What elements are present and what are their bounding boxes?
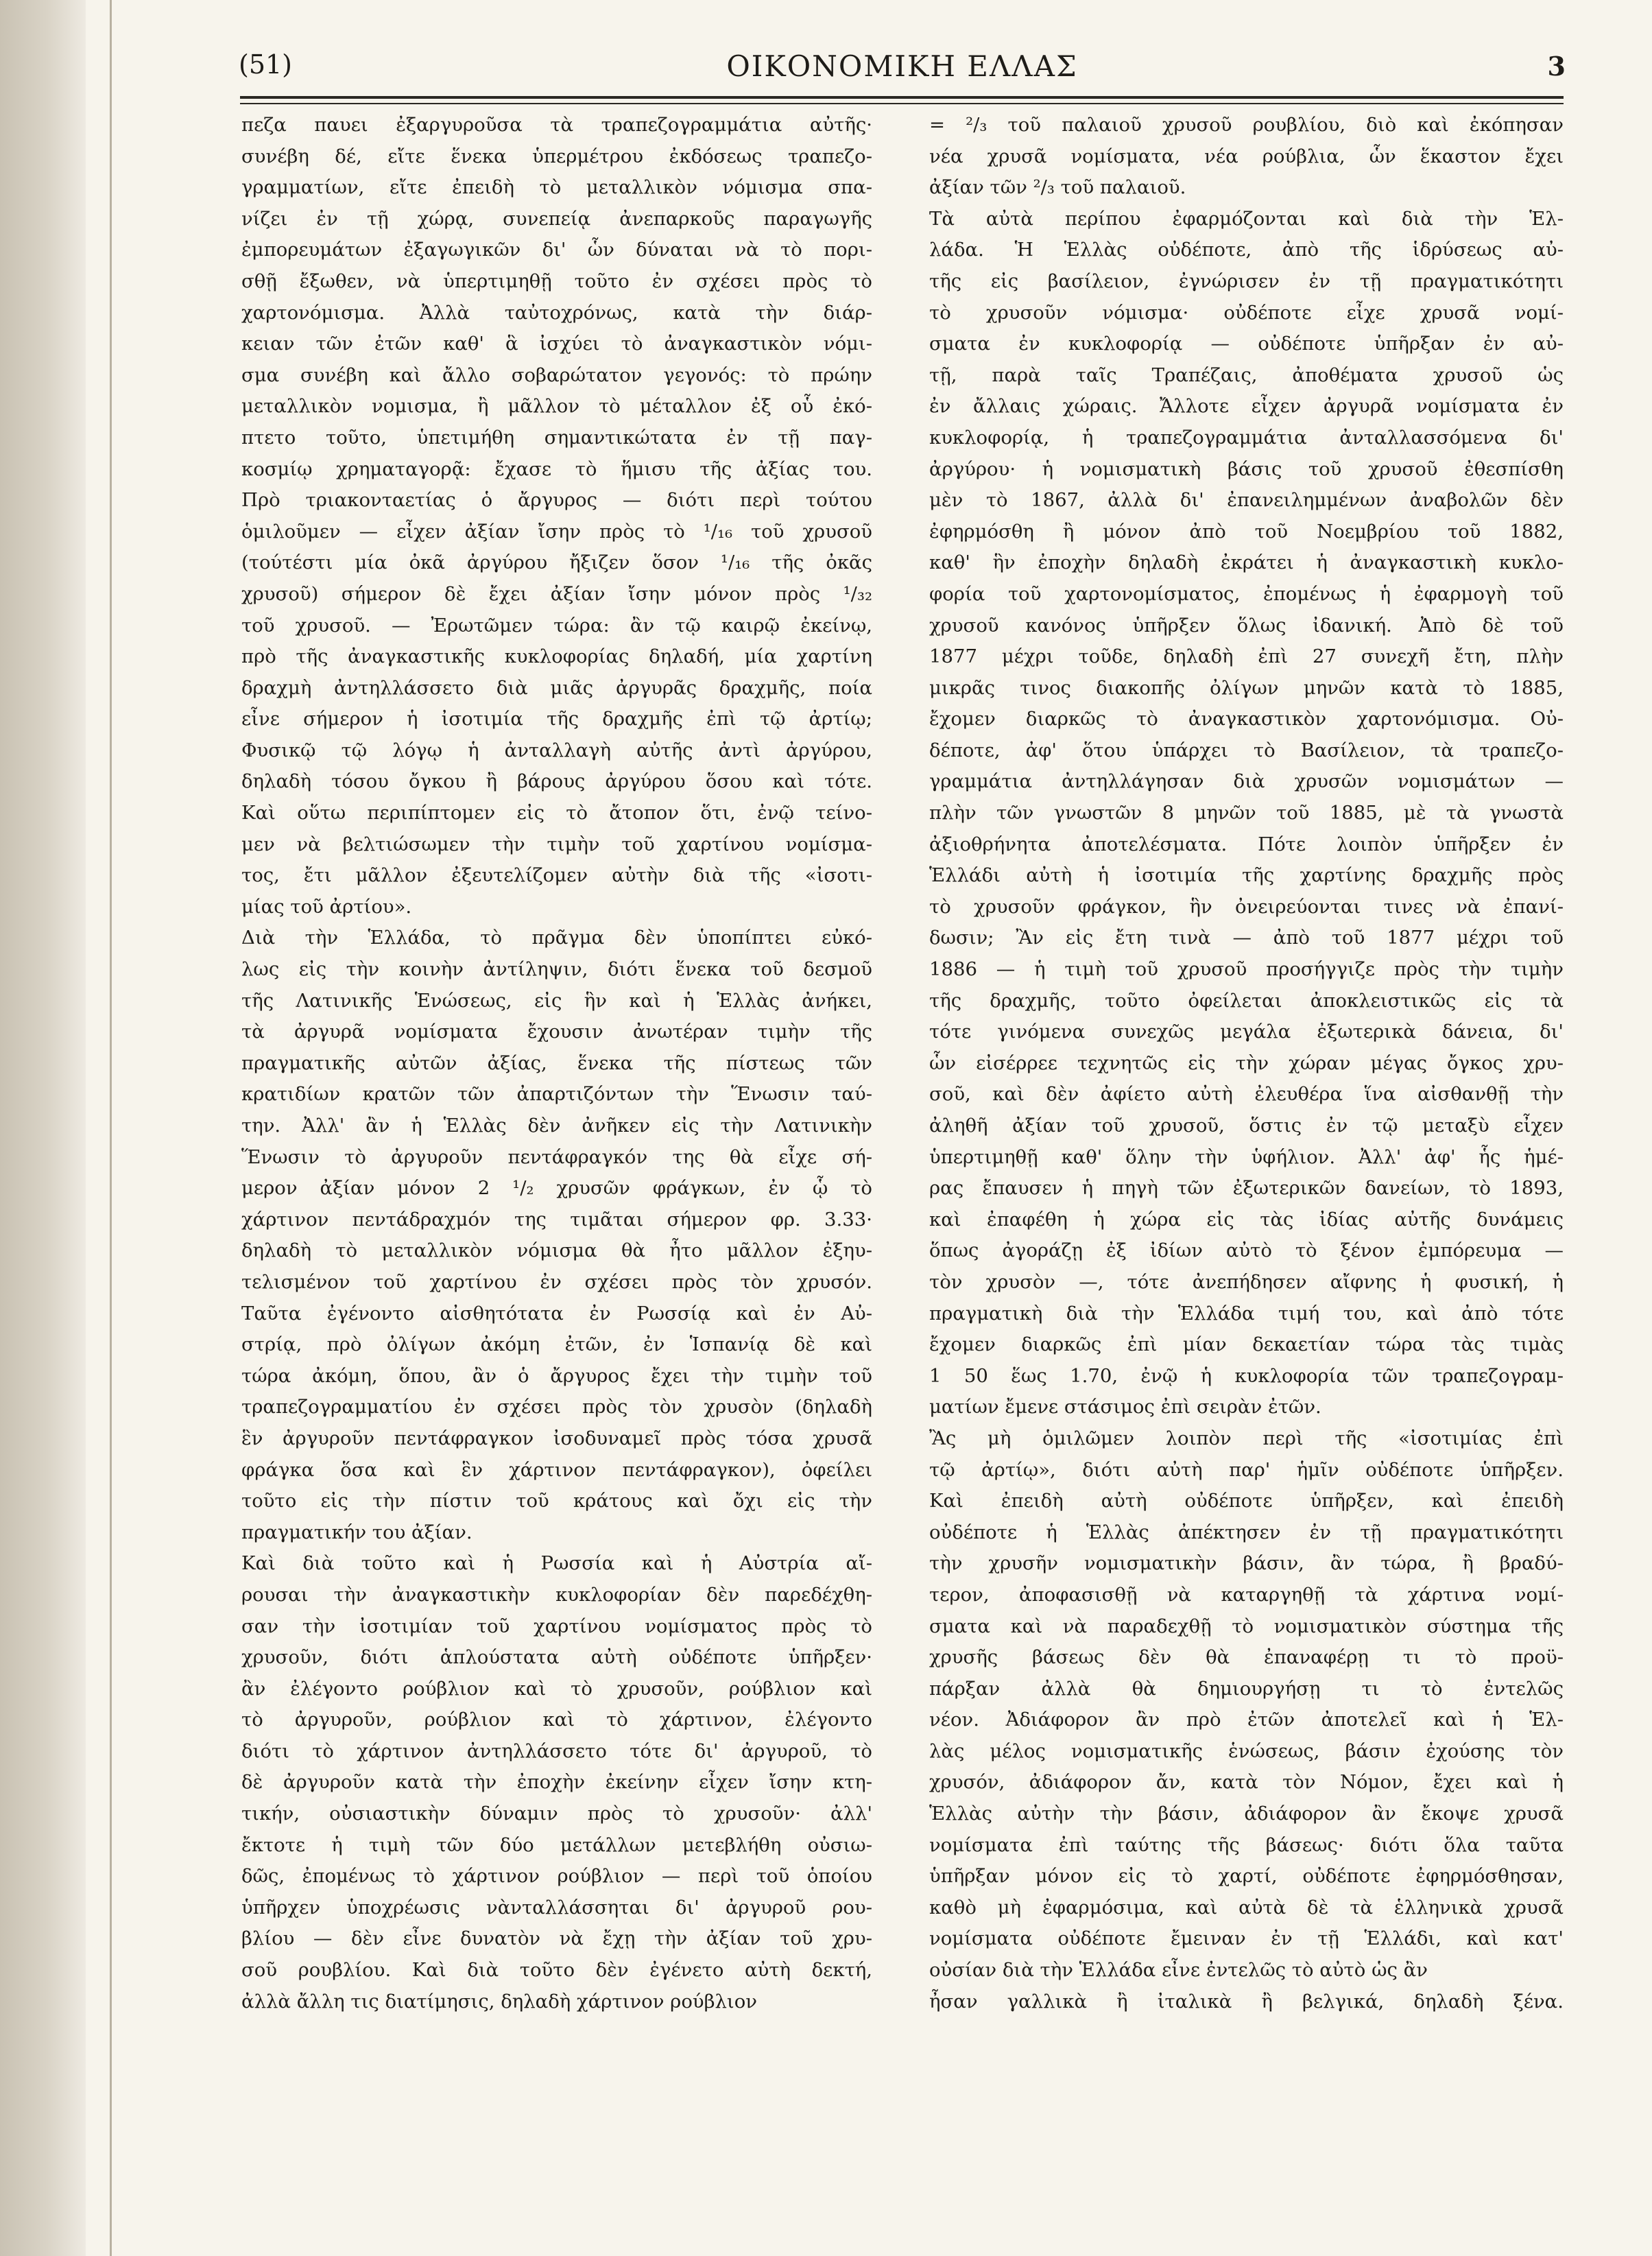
text-line: τότε γινόμενα συνεχῶς μεγάλα ἐξωτερικὰ δάνεια, δι' xyxy=(929,1021,1564,1043)
text-line: 1877 μέχρι τοῦδε, δηλαδὴ ἐπὶ 27 συνεχῆ ἔτη, πλὴν xyxy=(929,645,1564,668)
text-line: πραγματικήν του ἀξίαν. xyxy=(241,1521,472,1543)
text-line: σθῇ ἔξωθεν, νὰ ὑπερτιμηθῇ τοῦτο ἐν σχέσει πρὸς τὸ xyxy=(241,270,872,292)
text-line: ὁμιλοῦμεν — εἶχεν ἀξίαν ἴσην πρὸς τὸ ¹/₁₆ τοῦ χρυσοῦ xyxy=(241,520,872,543)
text-line: μὲν τὸ 1867, ἀλλὰ δι' ἐπανειλημμένων ἀναβολῶν δὲν xyxy=(929,489,1564,512)
text-line: οὐδέποτε ἡ Ἑλλὰς ἀπέκτησεν ἐν τῇ πραγματικότητι xyxy=(929,1521,1564,1543)
left-column xyxy=(241,110,872,2017)
text-line: τῆς εἰς βασίλειον, ἐγνώρισεν ἐν τῇ πραγματικότητι xyxy=(929,270,1564,292)
text-line: πάρξαν ἀλλὰ θὰ δημιουργήσῃ τι τὸ ἐντελῶς xyxy=(929,1677,1564,1700)
text-line: πρὸ τῆς ἀναγκαστικῆς κυκλοφορίας δηλαδή, μία χαρτίνη xyxy=(241,645,872,668)
text-line: χρυσῆς βάσεως δὲν θὰ ἐπαναφέρῃ τι τὸ προϋ- xyxy=(929,1646,1564,1669)
text-line: πραγματικῆς αὐτῶν ἀξίας, ἕνεκα τῆς πίστεως τῶν xyxy=(241,1052,872,1074)
page-header xyxy=(239,49,1566,97)
text-line: την. Ἀλλ' ἂν ἡ Ἑλλὰς δὲν ἀνῆκεν εἰς τὴν Λατινικὴν xyxy=(241,1115,872,1137)
header-rule-thin xyxy=(240,103,1564,104)
journal-title: ΟΙΚΟΝΟΜΙΚΗ ΕΛΛΑΣ xyxy=(726,49,1078,83)
text-line: χάρτινον πεντάδραχμόν της τιμᾶται σήμερον φρ. 3.33· xyxy=(241,1208,872,1231)
text-line: ἂν ἐλέγοντο ρούβλιον καὶ τὸ χρυσοῦν, ρούβλιον καὶ xyxy=(241,1677,872,1700)
text-line: στρίᾳ, πρὸ ὀλίγων ἀκόμη ἐτῶν, ἐν Ἱσπανίᾳ δὲ καὶ xyxy=(241,1333,872,1356)
text-line: ἀξιοθρήνητα ἀποτελέσματα. Πότε λοιπὸν ὑπῆρξεν ἐν xyxy=(929,833,1564,855)
text-line: ἀξίαν τῶν ²/₃ τοῦ παλαιοῦ. xyxy=(929,176,1186,199)
text-line: δῶς, ἐπομένως τὸ χάρτινον ρούβλιον — περὶ τοῦ ὁποίου xyxy=(241,1865,872,1888)
text-line: λάδα. Ἡ Ἑλλὰς οὐδέποτε, ἀπὸ τῆς ἱδρύσεως αὐ- xyxy=(929,239,1564,261)
text-line: δὲ ἀργυροῦν κατὰ τὴν ἐποχὴν ἐκείνην εἶχεν ἴσην κτη- xyxy=(241,1771,872,1794)
text-line: μίας τοῦ ἀρτίου». xyxy=(241,895,412,918)
text-line: ἐμπορευμάτων ἐξαγωγικῶν δι' ὧν δύναται νὰ τὸ πορι- xyxy=(241,239,872,261)
text-line: ματίων ἔμενε στάσιμος ἐπὶ σειρὰν ἐτῶν. xyxy=(929,1396,1321,1418)
text-line: σοῦ ρουβλίου. Καὶ διὰ τοῦτο δὲν ἐγένετο αὐτὴ δεκτή, xyxy=(241,1959,872,1982)
text-line: πλὴν τῶν γνωστῶν 8 μηνῶν τοῦ 1885, μὲ τὰ γνωστὰ xyxy=(929,802,1564,824)
text-line: χρυσοῦν, διότι ἁπλούστατα αὐτὴ οὐδέποτε ὑπῆρξεν· xyxy=(241,1646,872,1669)
text-line: νέον. Ἀδιάφορον ἂν πρὸ ἐτῶν ἀποτελεῖ καὶ ἡ Ἑλ- xyxy=(929,1709,1564,1731)
text-line: τερον, ἀποφασισθῇ νὰ καταργηθῇ τὰ χάρτινα νομί- xyxy=(929,1583,1564,1606)
text-line: λὰς μέλος νομισματικῆς ἑνώσεως, βάσιν ἐχούσης τὸν xyxy=(929,1740,1564,1762)
text-line: Τὰ αὐτὰ περίπου ἐφαρμόζονται καὶ διὰ τὴν Ἑλ- xyxy=(929,207,1564,230)
text-line: πτετο τοῦτο, ὑπετιμήθη σημαντικώτατα ἐν τῇ παγ- xyxy=(241,426,872,449)
page-number: 3 xyxy=(1547,51,1566,82)
text-line: τὸ χρυσοῦν νόμισμα· οὐδέποτε εἶχε χρυσᾶ νομί- xyxy=(929,301,1564,324)
text-line: ἔκτοτε ἡ τιμὴ τῶν δύο μετάλλων μετεβλήθη οὐσιω- xyxy=(241,1833,872,1856)
text-line: οὐσίαν διὰ τὴν Ἑλλάδα εἶνε ἐντελῶς τὸ αὐτὸ ὡς ἂν xyxy=(929,1959,1428,1982)
text-line: Διὰ τὴν Ἑλλάδα, τὸ πρᾶγμα δὲν ὑποπίπτει εὐκό- xyxy=(241,927,872,949)
text-line: βλίου — δὲν εἶνε δυνατὸν νὰ ἔχῃ τὴν ἀξίαν τοῦ χρυ- xyxy=(241,1927,872,1950)
text-line: νέα χρυσᾶ νομίσματα, νέα ρούβλια, ὧν ἕκαστον ἔχει xyxy=(929,145,1564,167)
text-line: ὅπως ἀγοράζῃ ἐξ ἰδίων αὐτὸ τὸ ξένον ἐμπόρευμα — xyxy=(929,1239,1564,1262)
text-line: Ταῦτα ἐγένοντο αἰσθητότατα ἐν Ρωσσίᾳ καὶ ἐν Αὐ- xyxy=(241,1302,872,1325)
text-line: μεν νὰ βελτιώσωμεν τὴν τιμὴν τοῦ χαρτίνου νομίσμα- xyxy=(241,833,872,855)
text-line: τοῦ χρυσοῦ. — Ἐρωτῶμεν τώρα: ἂν τῷ καιρῷ ἐκείνῳ, xyxy=(241,614,872,637)
text-line: ἀλλὰ ἄλλη τις διατίμησις, δηλαδὴ χάρτινον ρούβλιον xyxy=(241,1990,757,2012)
text-line: εἶνε σήμερον ἡ ἰσοτιμία τῆς δραχμῆς ἐπὶ τῷ ἀρτίῳ; xyxy=(241,708,872,731)
text-line: ἦσαν γαλλικὰ ἢ ἰταλικὰ ἢ βελγικά, δηλαδὴ ξένα. xyxy=(929,1990,1564,2012)
text-line: 1886 — ἡ τιμὴ τοῦ χρυσοῦ προσήγγιζε πρὸς τὴν τιμὴν xyxy=(929,958,1564,981)
text-line: μεταλλικὸν νομισμα, ἢ μᾶλλον τὸ μέταλλον ἐξ οὗ ἐκό- xyxy=(241,395,872,418)
text-line: Ἕνωσιν τὸ ἀργυροῦν πεντάφραγκόν της θὰ εἶχε σή- xyxy=(241,1145,872,1168)
book-binding-shadow xyxy=(0,0,86,2256)
text-line: = ²/₃ τοῦ παλαιοῦ χρυσοῦ ρουβλίου, διὸ καὶ ἐκόπησαν xyxy=(929,114,1564,136)
text-line: τῆς Λατινικῆς Ἑνώσεως, εἰς ἣν καὶ ἡ Ἑλλὰς ἀνήκει, xyxy=(241,989,872,1012)
text-line: σμα συνέβη καὶ ἄλλο σοβαρώτατον γεγονός: τὸ πρώην xyxy=(241,364,872,386)
text-line: συνέβη δέ, εἴτε ἕνεκα ὑπερμέτρου ἐκδόσεως τραπεζο- xyxy=(241,145,872,167)
text-line: πεζα παυει ἐξαργυροῦσα τὰ τραπεζογραμμάτια αὐτῆς· xyxy=(241,114,872,136)
text-line: τῇ, παρὰ ταῖς Τραπέζαις, ἀποθέματα χρυσοῦ ὡς xyxy=(929,364,1564,386)
text-line: χρυσοῦ κανόνος ὑπῆρξεν ὅλως ἰδανική. Ἀπὸ δὲ τοῦ xyxy=(929,614,1564,637)
text-line: τὸ ἀργυροῦν, ρούβλιον καὶ τὸ χάρτινον, ἐλέγοντο xyxy=(241,1709,872,1731)
text-line: κρατιδίων κρατῶν τῶν ἀπαρτιζόντων τὴν Ἕνωσιν ταύ- xyxy=(241,1083,872,1106)
text-line: νομίσματα οὐδέποτε ἔμειναν ἐν τῇ Ἑλλάδι, καὶ κατ' xyxy=(929,1927,1564,1950)
text-line: ἐφηρμόσθη ἢ μόνον ἀπὸ τοῦ Νοεμβρίου τοῦ 1882, xyxy=(929,520,1564,543)
text-line: Πρὸ τριακονταετίας ὁ ἄργυρος — διότι περὶ τούτου xyxy=(241,489,872,512)
text-line: δηλαδὴ τὸ μεταλλικὸν νόμισμα θὰ ἦτο μᾶλλον ἐξηυ- xyxy=(241,1239,872,1262)
text-line: τελισμένον τοῦ χαρτίνου ἐν σχέσει πρὸς τὸν χρυσόν. xyxy=(241,1270,872,1293)
text-line: νομίσματα ἐπὶ ταύτης τῆς βάσεως· διότι ὅλα ταῦτα xyxy=(929,1833,1564,1856)
text-line: μικρᾶς τινος διακοπῆς ὀλίγων μηνῶν κατὰ τὸ 1885, xyxy=(929,676,1564,699)
text-line: Ἑλλάδι αὐτὴ ἡ ἰσοτιμία τῆς χαρτίνης δραχμῆς πρὸς xyxy=(929,864,1564,887)
text-line: ὑπῆρχεν ὑποχρέωσις νὰνταλλάσσηται δι' ἀργυροῦ ρου- xyxy=(241,1896,872,1919)
text-line: κυκλοφορίᾳ, ἡ τραπεζογραμμάτια ἀνταλλασσόμενα δι' xyxy=(929,426,1564,449)
text-line: ὑπῆρξαν μόνον εἰς τὸ χαρτί, οὐδέποτε ἐφηρμόσθησαν, xyxy=(929,1865,1564,1888)
text-line: τὰ ἀργυρᾶ νομίσματα ἔχουσιν ἀνωτέραν τιμὴν τῆς xyxy=(241,1021,872,1043)
text-line: καὶ ἐπαφέθη ἡ χώρα εἰς τὰς ἰδίας αὐτῆς δυνάμεις xyxy=(929,1208,1564,1231)
text-line: γραμμάτια ἀντηλλάγησαν διὰ χρυσῶν νομισμάτων — xyxy=(929,770,1564,793)
text-line: τοῦτο εἰς τὴν πίστιν τοῦ κράτους καὶ ὄχι εἰς τὴν xyxy=(241,1490,872,1512)
text-line: τος, ἔτι μᾶλλον ἐξευτελίζομεν αὐτὴν διὰ τῆς «ἰσοτι- xyxy=(241,864,872,887)
text-line: Φυσικῷ τῷ λόγῳ ἡ ἀνταλλαγὴ αὐτῆς ἀντὶ ἀργύρου, xyxy=(241,739,872,761)
text-line: ὑπερτιμηθῇ καθ' ὅλην τὴν ὑφήλιον. Ἀλλ' ἀφ' ἧς ἡμέ- xyxy=(929,1145,1564,1168)
header-rule-thick xyxy=(240,96,1564,99)
text-line: σοῦ, καὶ δὲν ἀφίετο αὐτὴ ἐλευθέρα ἵνα αἰσθανθῇ τὴν xyxy=(929,1083,1564,1106)
text-line: χρυσοῦ) σήμερον δὲ ἔχει ἀξίαν ἴσην μόνον πρὸς ¹/₃₂ xyxy=(241,582,872,605)
text-line: ἀληθῆ ἀξίαν τοῦ χρυσοῦ, ὅστις ἐν τῷ μεταξὺ εἶχεν xyxy=(929,1115,1564,1137)
text-line: νίζει ἐν τῇ χώρᾳ, συνεπείᾳ ἀνεπαρκοῦς παραγωγῆς xyxy=(241,207,872,230)
text-line: ρας ἔπαυσεν ἡ πηγὴ τῶν ἐξωτερικῶν δανείων, τὸ 1893, xyxy=(929,1177,1564,1200)
text-line: ρουσαι τὴν ἀναγκαστικὴν κυκλοφορίαν δὲν παρεδέχθη- xyxy=(241,1583,872,1606)
text-line: τῆς δραχμῆς, τοῦτο ὀφείλεται ἀποκλειστικῶς εἰς τὰ xyxy=(929,989,1564,1012)
text-line: μερον ἀξίαν μόνον 2 ¹/₂ χρυσῶν φράγκων, ἐν ᾧ τὸ xyxy=(241,1177,872,1200)
text-line: διότι τὸ χάρτινον ἀντηλλάσσετο τότε δι' ἀργυροῦ, τὸ xyxy=(241,1740,872,1762)
text-line: φράγκα ὅσα καὶ ἓν χάρτινον πεντάφραγκον), ὀφείλει xyxy=(241,1458,872,1481)
text-line: κοσμίῳ χρηματαγορᾷ: ἔχασε τὸ ἥμισυ τῆς ἀξίας του. xyxy=(241,458,872,480)
text-line: Καὶ οὕτω περιπίπτομεν εἰς τὸ ἄτοπον ὅτι, ἐνῷ τείνο- xyxy=(241,802,872,824)
text-line: ἓν ἀργυροῦν πεντάφραγκον ἰσοδυναμεῖ πρὸς τόσα χρυσᾶ xyxy=(241,1427,872,1449)
text-line: Καὶ ἐπειδὴ αὐτὴ οὐδέποτε ὑπῆρξεν, καὶ ἐπειδὴ xyxy=(929,1490,1564,1512)
text-line: δραχμὴ ἀντηλλάσσετο διὰ μιᾶς ἀργυρᾶς δραχμῆς, ποία xyxy=(241,676,872,699)
text-line: ἐν ἄλλαις χώραις. Ἄλλοτε εἶχεν ἀργυρᾶ νομίσματα ἐν xyxy=(929,395,1564,418)
gutter-line xyxy=(110,0,112,2256)
text-line: πραγματικὴ διὰ τὴν Ἑλλάδα τιμή του, καὶ ἀπὸ τότε xyxy=(929,1302,1564,1325)
text-line: ἀργύρου· ἡ νομισματικὴ βάσις τοῦ χρυσοῦ ἐθεσπίσθη xyxy=(929,458,1564,480)
text-line: χαρτονόμισμα. Ἀλλὰ ταὐτοχρόνως, κατὰ τὴν διάρ- xyxy=(241,301,872,324)
text-line: Ἂς μὴ ὁμιλῶμεν λοιπὸν περὶ τῆς «ἰσοτιμίας ἐπὶ xyxy=(929,1427,1564,1449)
page-reference: (51) xyxy=(239,49,293,80)
text-line: καθ' ἣν ἐποχὴν δηλαδὴ ἐκράτει ἡ ἀναγκαστικὴ κυκλο- xyxy=(929,551,1564,574)
text-line: καθὸ μὴ ἐφαρμόσιμα, καὶ αὐτὰ δὲ τὰ ἑλληνικὰ χρυσᾶ xyxy=(929,1896,1564,1919)
text-line: Ἑλλὰς αὐτὴν τὴν βάσιν, ἀδιάφορον ἂν ἔκοψε χρυσᾶ xyxy=(929,1803,1564,1825)
text-line: τικήν, οὐσιαστικὴν δύναμιν πρὸς τὸ χρυσοῦν· ἀλλ' xyxy=(241,1803,872,1825)
text-line: σματα καὶ νὰ παραδεχθῇ τὸ νομισματικὸν σύστημα τῆς xyxy=(929,1615,1564,1637)
text-line: γραμματίων, εἴτε ἐπειδὴ τὸ μεταλλικὸν νόμισμα σπα- xyxy=(241,176,872,199)
text-line: τῷ ἀρτίῳ», διότι αὐτὴ παρ' ἡμῖν οὐδέποτε ὑπῆρξεν. xyxy=(929,1458,1564,1481)
text-line: δέποτε, ἀφ' ὅτου ὑπάρχει τὸ Βασίλειον, τὰ τραπεζο- xyxy=(929,739,1564,761)
text-line: ἔχομεν διαρκῶς τὸ ἀναγκαστικὸν χαρτονόμισμα. Οὐ- xyxy=(929,708,1564,731)
right-column xyxy=(929,110,1564,2017)
text-line: 1 50 ἕως 1.70, ἐνῷ ἡ κυκλοφορία τῶν τραπεζογραμ- xyxy=(929,1364,1564,1387)
text-line: χρυσόν, ἀδιάφορον ἄν, κατὰ τὸν Νόμον, ἔχει καὶ ἡ xyxy=(929,1771,1564,1794)
text-line: ἔχομεν διαρκῶς ἐπὶ μίαν δεκαετίαν τώρα τὰς τιμὰς xyxy=(929,1333,1564,1356)
text-line: σαν τὴν ἰσοτιμίαν τοῦ χαρτίνου νομίσματος πρὸς τὸ xyxy=(241,1615,872,1637)
text-line: φορία τοῦ χαρτονομίσματος, ἐπομένως ἡ ἐφαρμογὴ τοῦ xyxy=(929,582,1564,605)
text-line: δηλαδὴ τόσου ὄγκου ἢ βάρους ἀργύρου ὅσου καὶ τότε. xyxy=(241,770,872,793)
text-line: Καὶ διὰ τοῦτο καὶ ἡ Ρωσσία καὶ ἡ Αὐστρία αἴ- xyxy=(241,1552,872,1575)
text-line: (τούτέστι μία ὀκᾶ ἀργύρου ἤξιζεν ὅσον ¹/₁₆ τῆς ὀκᾶς xyxy=(241,551,872,574)
text-line: τὸν χρυσὸν —, τότε ἀνεπήδησεν αἴφνης ἡ φυσική, ἡ xyxy=(929,1270,1564,1293)
text-line: κειαν τῶν ἐτῶν καθ' ἃ ἰσχύει τὸ ἀναγκαστικὸν νόμι- xyxy=(241,333,872,355)
text-line: τὴν χρυσῆν νομισματικὴν βάσιν, ἂν τώρα, ἢ βραδύ- xyxy=(929,1552,1564,1575)
text-line: ὧν εἰσέρρεε τεχνητῶς εἰς τὴν χώραν μέγας ὄγκος χρυ- xyxy=(929,1052,1564,1074)
text-line: σματα ἐν κυκλοφορίᾳ — οὐδέποτε ὑπῆρξαν ἐν αὐ- xyxy=(929,333,1564,355)
text-line: τώρα ἀκόμη, ὅπου, ἂν ὁ ἄργυρος ἔχει τὴν τιμὴν τοῦ xyxy=(241,1364,872,1387)
text-line: δωσιν; Ἂν εἰς ἔτη τινὰ — ἀπὸ τοῦ 1877 μέχρι τοῦ xyxy=(929,927,1564,949)
text-line: λως εἰς τὴν κοινὴν ἀντίληψιν, διότι ἕνεκα τοῦ δεσμοῦ xyxy=(241,958,872,981)
text-line: τραπεζογραμματίου ἐν σχέσει πρὸς τὸν χρυσὸν (δηλαδὴ xyxy=(241,1396,872,1418)
text-line: τὸ χρυσοῦν φράγκον, ἣν ὀνειρεύονται τινες νὰ ἐπανί- xyxy=(929,895,1564,918)
